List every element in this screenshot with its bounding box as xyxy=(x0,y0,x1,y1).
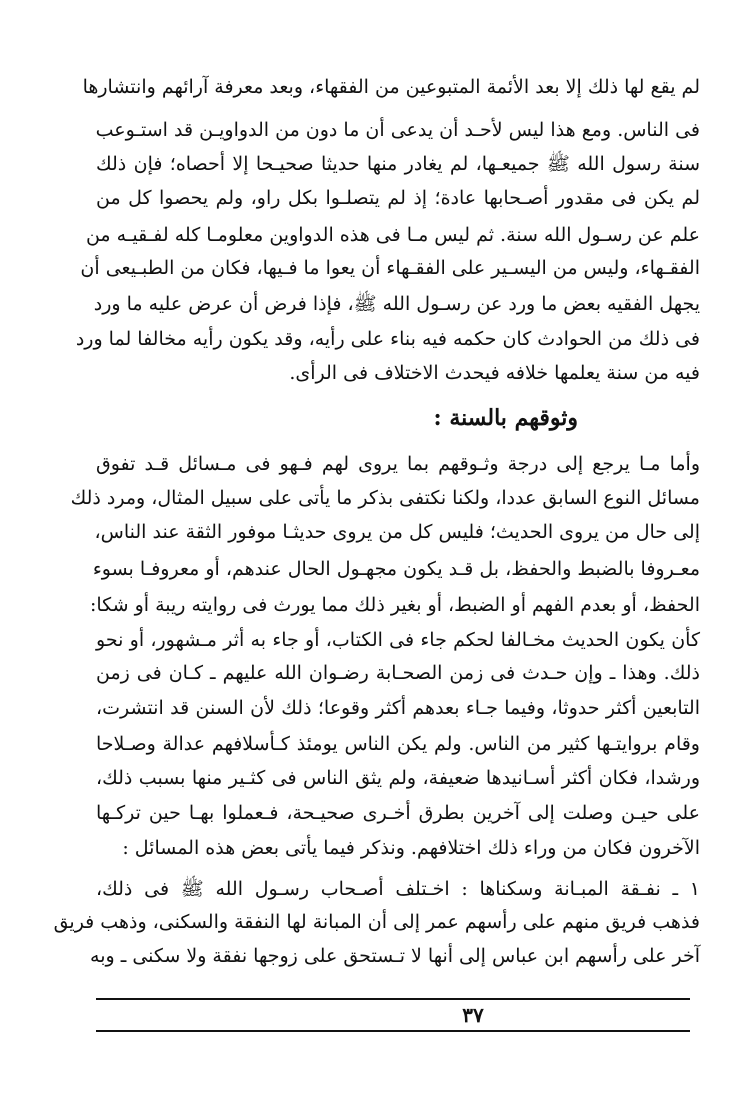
text-line: فيه من سنة يعلمها خلافه فيحدث الاختلاف فى الرأى. xyxy=(289,362,700,384)
text-line: فذهب فريق منهم على رأسهم عمر إلى أن المبانة لها النفقة والسكنى، وذهب فريق xyxy=(53,911,700,933)
text-line: الآخرون فكان من وراء ذلك اختلافهم. ونذكر فيما يأتى بعض هذه المسائل : xyxy=(122,837,700,859)
text-line: وقام بروايتـها كثير من الناس. ولم يكن الناس يومئذ كـأسلافهم عدالة وصـلاحا xyxy=(96,733,700,755)
text-line: الحفظ، أو بعدم الفهم أو الضبط، أو بغير ذلك مما يورث فى روايته ريبة أو شكا: xyxy=(89,594,700,616)
section-heading: وثوقهم بالسنة : xyxy=(433,405,578,431)
text-line: معـروفا بالضبط والحفظ، بل قـد يكون مجهـول الحال عندهم، أو معروفـا بسوء xyxy=(92,558,700,580)
text-line: ذلك. وهذا ـ وإن حـدث فى زمن الصحـابة رضـوان الله عليهم ـ كـان فى زمن xyxy=(96,662,700,684)
text-line: آخر على رأسهم ابن عباس إلى أنها لا تـستحق على زوجها نفقة ولا سكنى ـ وبه xyxy=(90,945,700,967)
text-line: الفقـهاء، وليس من اليسـير على الفقـهاء أن يعوا ما فـيها، فكان من الطبـيعى أن xyxy=(80,257,700,279)
text-line: لم يقع لها ذلك إلا بعد الأئمة المتبوعين من الفقهاء، وبعد معرفة آرائهم وانتشارها xyxy=(82,76,700,98)
text-line: سنة رسول الله ﷺ جميعـها، لم يغادر منها حديثا صحيـحا إلا أحصاه؛ فإن ذلك xyxy=(96,153,700,175)
text-line: مسائل النوع السابق عددا، ولكنا نكتفى بذكر ما يأتى على سبيل المثال، ومرد ذلك xyxy=(70,487,700,509)
text-line: ورشدا، فكان أكثر أسـانيدها ضعيفة، ولم يثق الناس فى كثـير منها بسبب ذلك، xyxy=(96,767,700,789)
text-line: فى ذلك من الحوادث كان حكمه فيه بناء على رأيه، وقد يكون رأيه مخالفا لما ورد xyxy=(75,328,700,350)
text-line: إلى حال من يروى الحديث؛ فليس كل من يروى حديثـا موفور الثقة عند الناس، xyxy=(94,521,700,543)
page-number: ٣٧ xyxy=(462,1003,484,1027)
text-line: كأن يكون الحديث مخـالفا لحكم جاء فى الكتاب، أو جاء به أثر مـشهور، أو نحو xyxy=(96,629,700,651)
text-line: التابعين أكثر حدوثا، وفيما جـاء بعدهم أكثر وقوعا؛ ذلك لأن السنن قد انتشرت، xyxy=(96,697,700,719)
text-line: على حيـن وصلت إلى آخرين بطرق أخـرى صحيـحة، فـعملوا بهـا حين تركـها xyxy=(96,802,700,824)
text-line: وأما مـا يرجع إلى درجة وثـوقهم بما يروى لهم فـهو فى مـسائل قـد تفوق xyxy=(96,453,700,475)
text-line: فى الناس. ومع هذا ليس لأحـد أن يدعى أن ما دون من الدواويـن قد استـوعب xyxy=(95,119,700,141)
text-line: يجهل الفقيه بعض ما ورد عن رسـول الله ﷺ، فإذا فرض أن عرض عليه ما ورد xyxy=(93,293,700,315)
text-line: لم يكن فى مقدور أصـحابها عادة؛ إذ لم يتصلـوا بكل راو، ولم يحصوا كل من xyxy=(96,187,700,209)
text-line: علم عن رسـول الله سنة. ثم ليس مـا فى هذه الدواوين معلومـا كله لفـقيـه من xyxy=(85,224,700,246)
footer-rule-bottom xyxy=(96,1030,690,1032)
text-line: ١ ـ نفـقة المبـانة وسكناها : اخـتلف أصـحاب رسـول الله ﷺ فى ذلك، xyxy=(96,878,700,900)
